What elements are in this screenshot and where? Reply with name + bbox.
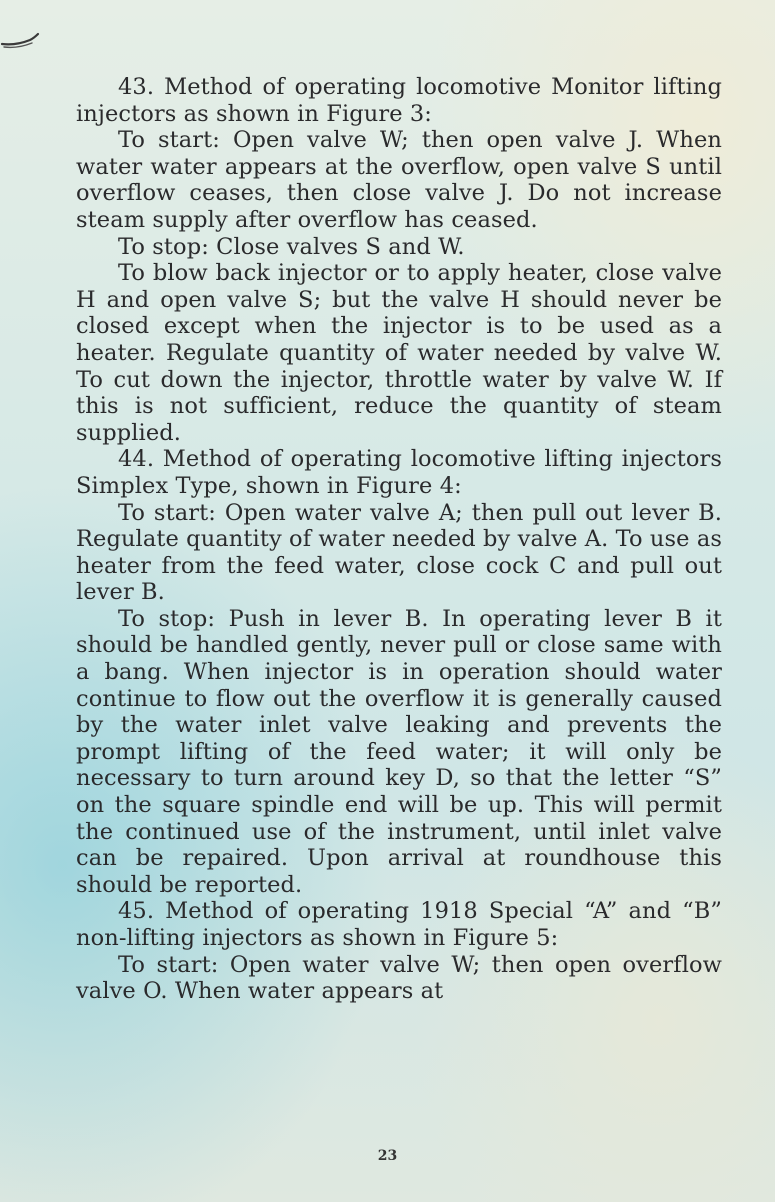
section-43-heading: 43. Method of operating locomotive Monitor lifting injectors as shown in Figure 3: <box>76 74 722 127</box>
page-edge-mark <box>0 28 40 50</box>
section-44-start: To start: Open water valve A; then pull out lever B. Regulate quantity of water needed by valve A. To use as heater from the feed water, close cock C and pull out lever B. <box>76 499 722 606</box>
section-45-start: To start: Open water valve W; then open overflow valve O. When water appears at <box>76 951 722 1005</box>
section-45-heading: 45. Method of operating 1918 Special “A” and “B” non-lifting injectors as shown in Figure 5: <box>76 898 722 951</box>
section-43-start: To start: Open valve W; then open valve J. When water water appears at the overflow, open valve S until overflow ceases, then close valve J. Do not increase steam supply after overflow has ceased. <box>76 127 722 233</box>
section-43-blow-back: To blow back injector or to apply heater, close valve H and open valve S; but the valve H should never be closed except when the injector is to be used as a heater. Regulate quantity of water needed by valve W. To cut down the injector, throttle water by valve W. If this is not sufficient, reduce the quantity of steam supplied. <box>76 260 722 446</box>
section-44-heading: 44. Method of operating locomotive lifting injectors Simplex Type, shown in Figure 4: <box>76 446 722 499</box>
section-43-stop: To stop: Close valves S and W. <box>118 233 465 260</box>
body-text <box>76 74 722 1005</box>
section-44-stop: To stop: Push in lever B. In operating lever B it should be handled gently, never pull or close same with a bang. When injector is in operation should water continue to flow out the overflow it is generally caused by the water inlet valve leaking and prevents the prompt lifting of the feed water; it will only be necessary to turn around key D, so that the letter “S” on the square spindle end will be up. This will permit the continued use of the instrument, until inlet valve can be repaired. Upon arrival at roundhouse this should be reported. <box>76 605 722 898</box>
page-number: 23 <box>377 1148 398 1164</box>
